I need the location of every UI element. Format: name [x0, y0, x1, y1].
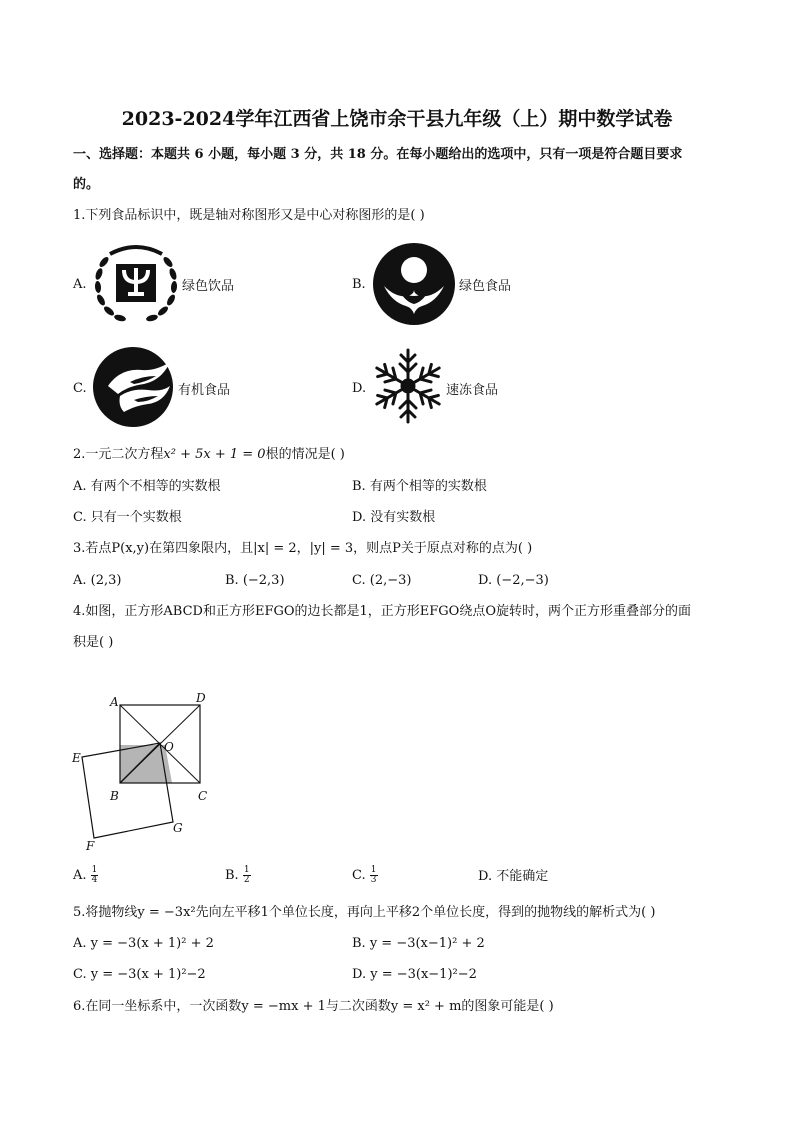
q2-option-c: C. 只有一个实数根	[73, 510, 182, 525]
q4-stem-line2: 积是( )	[73, 635, 114, 650]
q4-option-a-fraction	[91, 866, 99, 885]
q1-option-b-label: 绿色食品	[459, 279, 512, 294]
green-drink-logo-icon	[90, 240, 182, 326]
paper-title: 2023-2024学年江西省上饶市余干县九年级（上）期中数学试卷	[121, 108, 673, 130]
q1-option-d-label: 速冻食品	[446, 383, 499, 398]
q3-option-d: D. (−2,−3)	[478, 573, 549, 588]
q4-option-c-den: 3	[370, 875, 377, 885]
q1-option-a-label: 绿色饮品	[182, 279, 235, 294]
q2-option-a: A. 有两个不相等的实数根	[73, 479, 221, 494]
q4-option-b	[225, 866, 251, 885]
q4-option-a-den: 4	[91, 875, 98, 885]
q2-option-d: D. 没有实数根	[352, 510, 436, 525]
section-heading-line2: 的。	[73, 177, 100, 192]
q5-option-a: A. y = −3(x + 1)² + 2	[73, 936, 214, 951]
q4-option-b-den: 2	[243, 875, 250, 885]
q3-option-a: A. (2,3)	[73, 573, 122, 588]
q1-option-a-letter: A.	[73, 277, 87, 292]
q4-option-d-text: 不能确定	[496, 869, 549, 884]
q1-option-d-letter: D.	[352, 381, 367, 396]
q2-stem-suffix: 根的情况是( )	[265, 447, 345, 462]
q3-option-c: C. (2,−3)	[352, 573, 412, 588]
q4-option-a	[73, 866, 98, 885]
q4-option-b-fraction	[243, 866, 251, 885]
q3-option-b: B. (−2,3)	[225, 573, 285, 588]
q4-option-c-fraction	[370, 866, 378, 885]
q4-square-figure	[60, 680, 230, 855]
q4-option-b-num: 1	[243, 865, 250, 875]
q4-option-a-num: 1	[91, 865, 98, 875]
q1-option-c-letter: C.	[73, 381, 87, 396]
label-b: B	[110, 789, 119, 803]
q2-equation: x² + 5x + 1 = 0	[163, 447, 266, 462]
q4-stem-line1: 4.如图，正方形ABCD和正方形EFGO的边长都是1，正方形EFGO绕点O旋转时，两个正方形重叠部分的面	[73, 604, 691, 619]
label-g: G	[173, 821, 183, 835]
label-e: E	[72, 751, 81, 765]
label-a: A	[110, 695, 119, 709]
q1-option-c-label: 有机食品	[178, 383, 231, 398]
q4-option-d-letter: D.	[478, 869, 493, 884]
snowflake-logo-icon	[370, 346, 446, 426]
q4-option-c-letter: C.	[352, 868, 366, 883]
q2-option-b: B. 有两个相等的实数根	[352, 479, 487, 494]
q4-option-c-num: 1	[370, 865, 377, 875]
q2-stem-prefix: 2.一元二次方程	[73, 447, 164, 462]
q1-stem: 1.下列食品标识中，既是轴对称图形又是中心对称图形的是( )	[73, 208, 425, 223]
q5-option-b: B. y = −3(x−1)² + 2	[352, 936, 485, 951]
q2-stem	[73, 446, 345, 464]
label-o: O	[164, 740, 174, 754]
q5-stem: 5.将抛物线y = −3x²先向左平移1个单位长度，再向上平移2个单位长度，得到的抛物线的解析式为( )	[73, 905, 656, 920]
q4-option-d	[478, 868, 548, 886]
q5-option-d: D. y = −3(x−1)²−2	[352, 967, 477, 982]
organic-food-logo-icon	[90, 346, 176, 428]
q6-stem: 6.在同一坐标系中，一次函数y = −mx + 1与二次函数y = x² + m的图象可能是( )	[73, 999, 554, 1014]
section-heading-line1: 一、选择题：本题共 6 小题，每小题 3 分，共 18 分。在每小题给出的选项中，只有一项是符合题目要求	[73, 147, 683, 162]
green-food-logo-icon	[372, 242, 456, 326]
q5-option-c: C. y = −3(x + 1)²−2	[73, 967, 206, 982]
q1-option-b-letter: B.	[352, 277, 366, 292]
q4-option-c	[352, 866, 378, 885]
q3-stem: 3.若点P(x,y)在第四象限内，且|x| = 2，|y| = 3，则点P关于原点对称的点为( )	[73, 541, 533, 556]
label-d: D	[196, 691, 206, 705]
label-c: C	[198, 789, 208, 803]
q4-option-a-letter: A.	[73, 868, 87, 883]
label-f: F	[86, 839, 95, 853]
q4-option-b-letter: B.	[225, 868, 239, 883]
